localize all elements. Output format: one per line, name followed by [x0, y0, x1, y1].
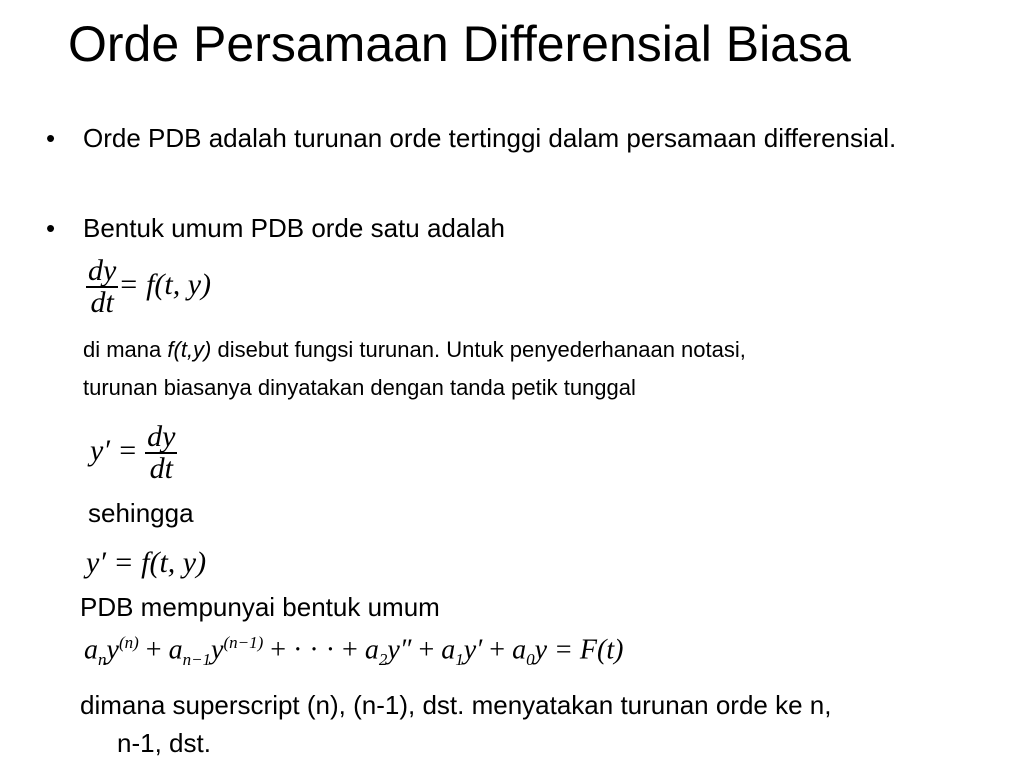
coef-a: a [512, 634, 527, 666]
superscript: (n) [118, 633, 139, 652]
fraction-denominator: dt [90, 286, 114, 319]
subscript: n [98, 649, 107, 669]
equation-general-nth-order [84, 633, 623, 670]
text-closing-line2: n-1, dst. [117, 728, 211, 758]
bullet-text-orde: Orde PDB adalah turunan orde tertinggi dalam persamaan differensial. [83, 123, 897, 153]
text-pdb-bentuk: PDB mempunyai bentuk umum [80, 592, 440, 622]
var-y: y″ [387, 634, 412, 666]
slide-title: Orde Persamaan Differensial Biasa [68, 16, 851, 72]
coef-a: a [364, 634, 379, 666]
var-y: y′ [463, 634, 483, 666]
equation-prime-notation [90, 422, 177, 484]
text-sehingga: sehingga [88, 498, 194, 528]
equation-lhs: y′ = [90, 433, 138, 467]
fraction-numerator: dy [147, 420, 176, 453]
text-di-mana-post: disebut fungsi turunan. Untuk penyederhanaan notasi, [211, 337, 746, 362]
equation-rhs: = F(t) [547, 634, 624, 666]
coef-a: a [441, 634, 456, 666]
fraction-dy-dt [86, 256, 118, 318]
equation-rhs: = f(t, y) [118, 267, 212, 301]
fraction-numerator: dy [88, 254, 117, 287]
bullet-marker: • [46, 123, 56, 153]
subscript: 1 [455, 649, 464, 669]
coef-a: a [168, 634, 183, 666]
text-function-name: f(t,y) [167, 337, 212, 362]
coef-a: a [84, 634, 98, 666]
var-y: y [534, 634, 548, 666]
equation-prime-form: y′ = f(t, y) [86, 546, 207, 579]
operator: + · · · + [263, 634, 365, 666]
subscript: n−1 [182, 649, 212, 669]
var-y: y [211, 634, 224, 666]
text-di-mana-pre: di mana [83, 337, 168, 362]
bullet-text-bentuk: Bentuk umum PDB orde satu adalah [83, 213, 506, 243]
equation-first-order [86, 256, 211, 318]
operator: + [138, 634, 169, 666]
var-y: y [106, 634, 119, 666]
operator: + [411, 634, 442, 666]
operator: + [482, 634, 513, 666]
superscript: (n−1) [223, 633, 264, 652]
text-closing-line1: dimana superscript (n), (n-1), dst. menyatakan turunan orde ke n, [80, 690, 832, 720]
text-di-mana [83, 334, 746, 366]
subscript: 0 [526, 649, 535, 669]
text-turunan: turunan biasanya dinyatakan dengan tanda petik tunggal [83, 375, 636, 400]
bullet-marker: • [46, 213, 56, 243]
subscript: 2 [378, 649, 388, 669]
fraction-denominator: dt [149, 452, 173, 485]
fraction-dy-dt [145, 422, 177, 484]
